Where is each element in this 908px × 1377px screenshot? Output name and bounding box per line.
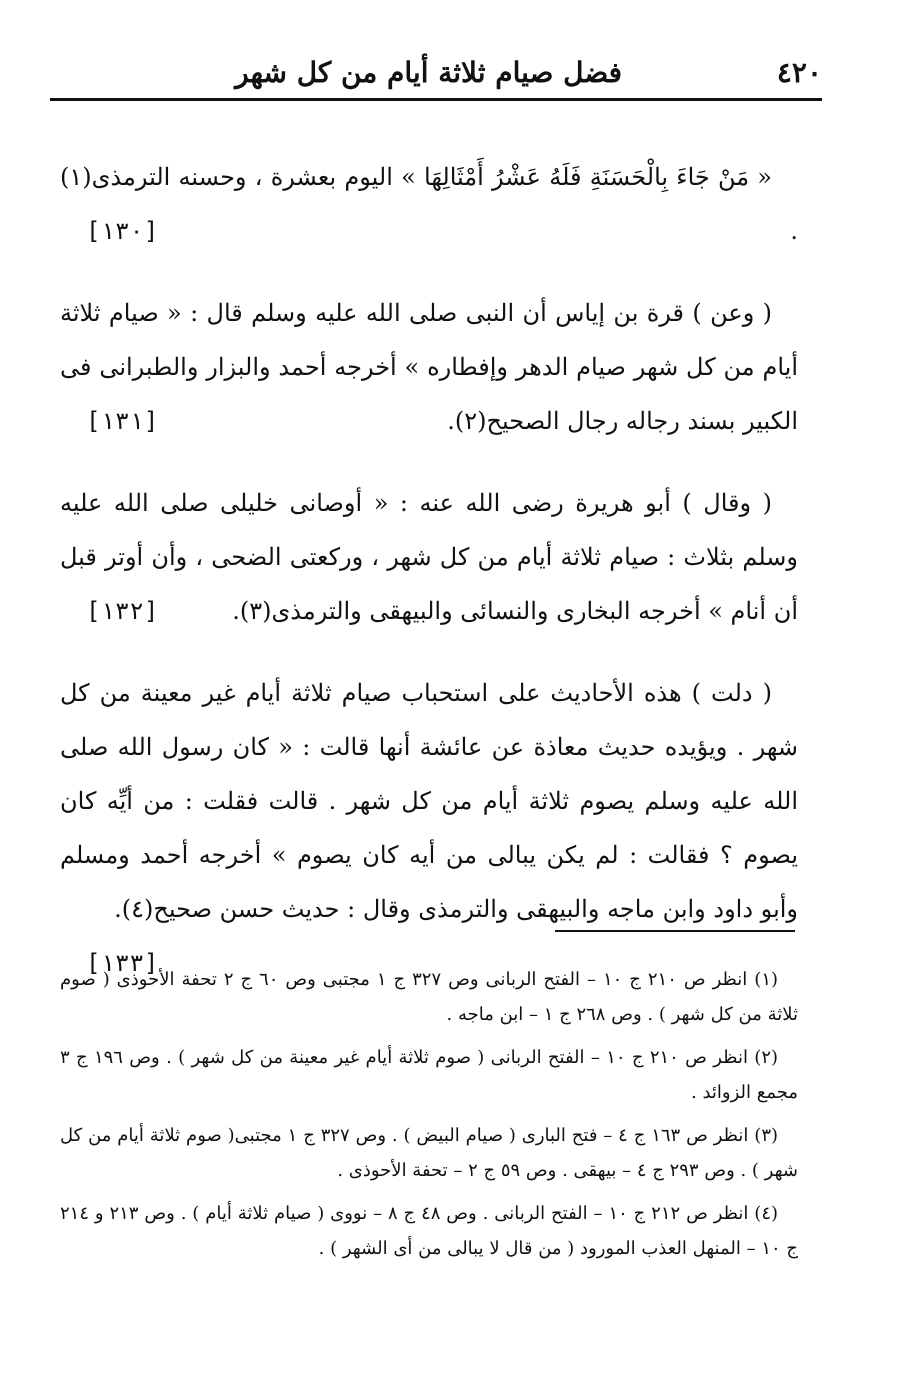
page-header — [50, 52, 822, 98]
footnote-rule — [555, 930, 795, 932]
paragraph-133 — [60, 666, 798, 977]
page-number: ٤٢٠ — [776, 56, 822, 89]
hadith-number: [١٣١] — [86, 407, 159, 435]
paragraph-131 — [60, 286, 798, 448]
header-rule — [50, 98, 822, 101]
footnote-2: (٢) انظر ص ٢١٠ ج ١٠ – الفتح الربانى ( صوم ثلاثة أيام غير معينة من كل شهر ) . وص ١٩٦ ج ٣ مجمع الزوائد . — [60, 1047, 798, 1103]
running-title: فضل صيام ثلاثة أيام من كل شهر — [235, 56, 622, 89]
paragraph-text: ( وقال ) أبو هريرة رضى الله عنه : « أوصانى خليلى صلى الله عليه وسلم بثلاث : صيام ثلاثة أيام من كل شهر ، وركعتى الضحى ، وأن أوتر قبل أن أنام » أخرجه البخارى والنسائى والبيهقى والترمذى(٣). — [60, 489, 798, 625]
footnote-4: (٤) انظر ص ٢١٢ ج ١٠ – الفتح الربانى . وص ٤٨ ج ٨ – نووى ( صيام ثلاثة أيام ) . وص ٢١٣ و ٢١٤ ج ١٠ – المنهل العذب المورود ( من قال لا يبالى من أى الشهر ) . — [60, 1203, 798, 1259]
footnotes — [60, 962, 798, 1274]
hadith-number: [١٣٠] — [86, 217, 159, 245]
main-text — [60, 150, 798, 990]
hadith-number: [١٣٣] — [86, 949, 159, 977]
paragraph-text: ( وعن ) قرة بن إياس أن النبى صلى الله عليه وسلم قال : « صيام ثلاثة أيام من كل شهر صيام الدهر وإفطاره » أخرجه أحمد والبزار والطبرانى فى الكبير بسند رجاله رجال الصحيح(٢). — [60, 299, 798, 435]
paragraph-132 — [60, 476, 798, 638]
footnote-3: (٣) انظر ص ١٦٣ ج ٤ – فتح البارى ( صيام البيض ) . وص ٣٢٧ ج ١ مجتبى( صوم ثلاثة أيام من كل شهر ) . وص ٢٩٣ ج ٤ – بيهقى . وص ٥٩ ج ٢ – تحفة الأحوذى . — [60, 1125, 798, 1181]
paragraph-text: ( دلت ) هذه الأحاديث على استحباب صيام ثلاثة أيام غير معينة من كل شهر . ويؤيده حديث معاذة عن عائشة أنها قالت : « كان رسول الله صلى الله عليه وسلم يصوم ثلاثة أيام من كل شهر . قالت فقلت : من أيِّه كان يصوم ؟ فقالت : لم يكن يبالى من أيه كان يصوم » أخرجه أحمد ومسلم وأبو داود وابن ماجه والبيهقى والترمذى وقال : حديث حسن صحيح(٤). — [60, 679, 798, 923]
paragraph-text: « مَنْ جَاءَ بِالْحَسَنَةِ فَلَهُ عَشْرُ أَمْثَالِهَا » اليوم بعشرة ، وحسنه الترمذى(١) . — [60, 163, 798, 245]
paragraph-130 — [60, 150, 798, 258]
hadith-number: [١٣٢] — [86, 597, 159, 625]
footnote-1: (١) انظر ص ٢١٠ ج ١٠ – الفتح الربانى وص ٣٢٧ ج ١ مجتبى وص ٦٠ ج ٢ تحفة الأحوذى ( صوم ثلاثة من كل شهر ) . وص ٢٦٨ ج ١ – ابن ماجه . — [60, 969, 798, 1025]
